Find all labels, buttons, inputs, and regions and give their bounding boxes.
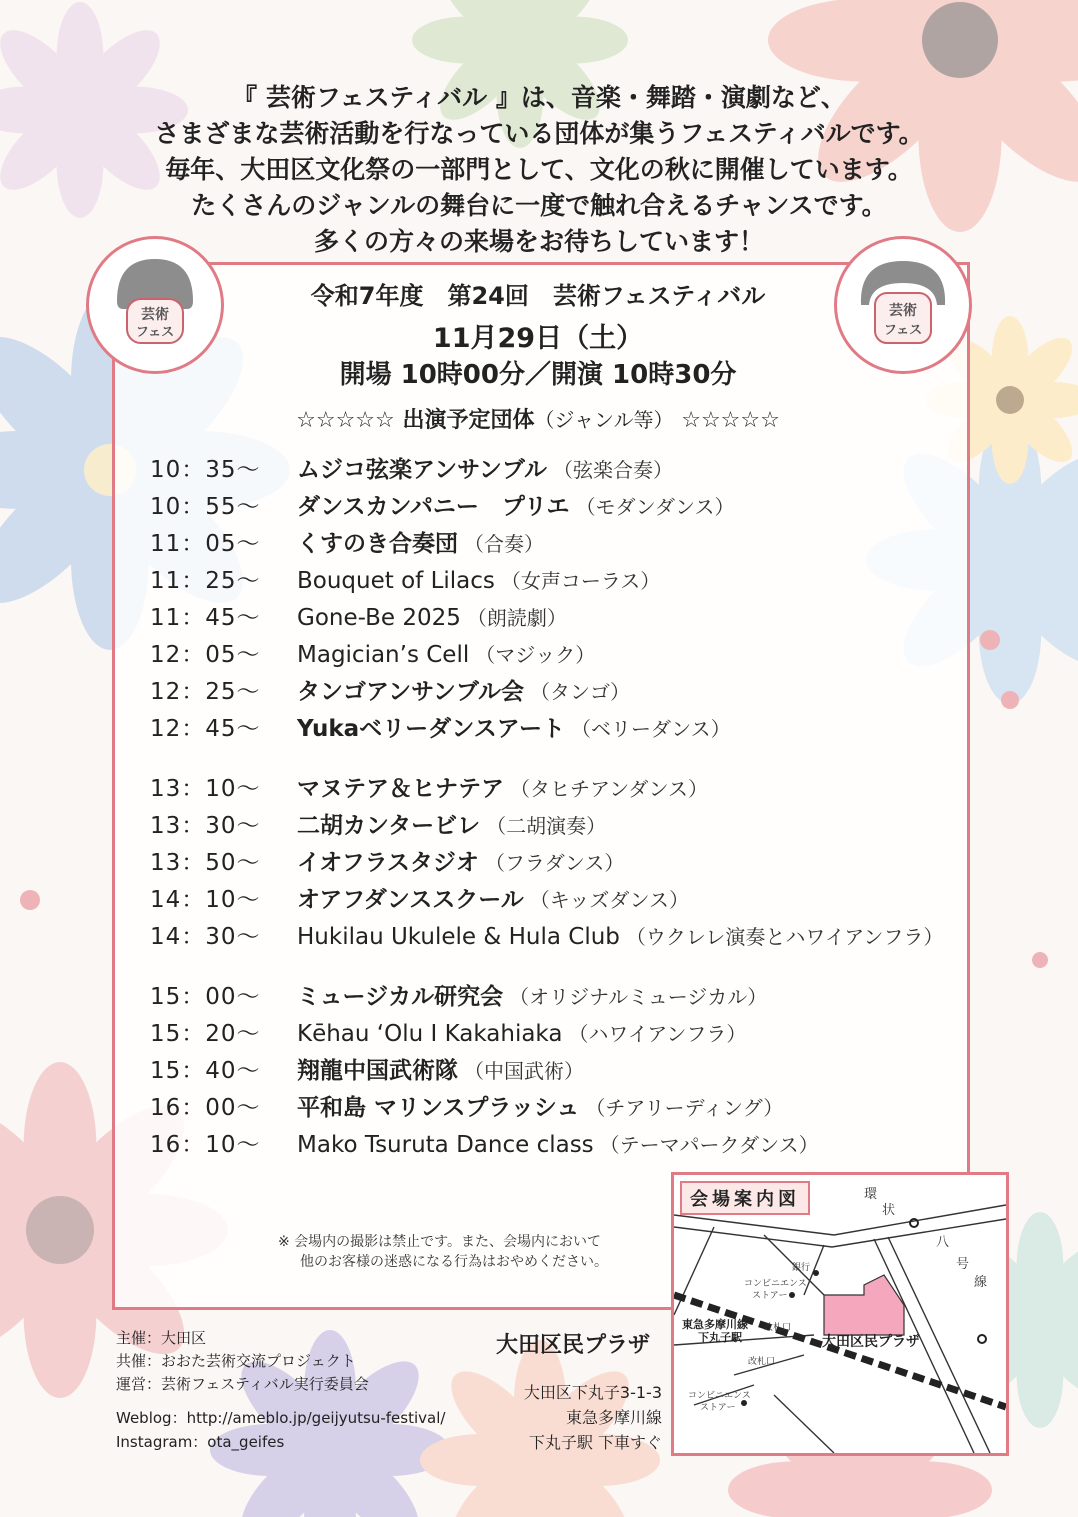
program-row [150,922,970,959]
program-time: 11：45〜 [150,605,261,631]
program-name: 平和島 マリンスプラッシュ [297,1095,580,1121]
stars-left: ☆☆☆☆☆ [296,408,395,433]
performers-heading [112,403,964,434]
program-row [150,1093,970,1130]
map-gate-label: 改札口 [764,1323,792,1333]
program-name: Bouquet of Lilacs [297,568,495,594]
program-list [150,455,970,1167]
map-plaza-label: 大田区民プラザ [822,1334,920,1350]
map-road-label: 状 [882,1203,896,1218]
program-genre: （朗読劇） [466,606,567,630]
program-row [150,566,970,603]
program-row [150,885,970,922]
program-genre: （チアリーディング） [585,1096,784,1120]
program-time: 13：50〜 [150,850,261,876]
weblog-link[interactable]: Weblog：http://ameblo.jp/geijyutsu-festival/ [116,1409,446,1427]
intro-line: さまざまな芸術活動を行なっている団体が集うフェスティバルです。 [154,119,924,148]
program-genre: （合奏） [464,532,544,556]
program-name: ミュージカル研究会 [297,984,504,1010]
program-time: 11：25〜 [150,568,261,594]
venue-name: 大田区民プラザ [496,1333,651,1358]
photography-notice [278,1232,608,1272]
event-date: 11月29日（土） [432,323,644,354]
program-time: 15：20〜 [150,1021,261,1047]
event-title: 令和7年度 第24回 芸術フェスティバル [310,282,766,310]
notice-line: ※ 会場内の撮影は禁止です。また、会場内において [278,1234,602,1250]
venue-address [490,1380,662,1455]
program-row [150,811,970,848]
badge-text: 芸術 [141,307,169,323]
program-time: 14：30〜 [150,924,261,950]
notice-line: 他のお客様の迷惑になる行為はおやめください。 [300,1254,608,1270]
program-name: Kēhau ‘Olu I Kakahiaka [297,1021,563,1047]
program-name: オアフダンススクール [297,887,524,913]
program-genre: （テーマパークダンス） [599,1133,819,1157]
venue-map [671,1172,1009,1456]
program-genre: （フラダンス） [484,851,625,875]
map-station-label: 下丸子駅 [698,1331,742,1344]
program-name: Gone-Be 2025 [297,605,461,631]
map-road-label: 八 [936,1235,950,1250]
performers-heading-text: 出演予定団体 [402,408,535,433]
program-time: 15：40〜 [150,1058,261,1084]
program-row [150,529,970,566]
program-time: 13：10〜 [150,776,261,802]
organizer-cohost: 共催：おおた芸術交流プロジェクト [116,1352,356,1370]
program-genre: （タンゴ） [530,680,631,704]
map-convenience-label: コンビニエンス [744,1279,807,1289]
map-convenience-label: コンビニエンス [688,1391,751,1401]
program-gap [150,959,970,982]
map-road-label: 号 [956,1257,970,1272]
program-name: 二胡カンタービレ [297,813,481,839]
program-row [150,848,970,885]
badge-text: フェス [135,325,175,340]
program-name: ダンスカンパニー プリエ [297,494,570,520]
program-genre: （モダンダンス） [575,495,735,519]
program-genre: （ベリーダンス） [571,717,731,741]
program-name: マヌテア＆ヒナテア [297,776,504,802]
intro-text [0,80,1078,260]
venue-access: 下丸子駅 下車すぐ [528,1433,662,1452]
stars-right: ☆☆☆☆☆ [681,408,780,433]
program-genre: （二胡演奏） [486,814,607,838]
program-name: タンゴアンサンブル会 [297,679,525,705]
map-convenience-label: ストアー [700,1403,736,1413]
event-times: 開場 10時00分／開演 10時30分 [339,360,737,390]
program-genre: （マジック） [475,643,596,667]
program-name: 翔龍中国武術隊 [297,1058,458,1084]
performers-heading-genre: （ジャンル等） [534,408,674,432]
program-time: 13：30〜 [150,813,261,839]
program-time: 16：00〜 [150,1095,261,1121]
program-name: Hukilau Ukulele & Hula Club [297,924,620,950]
intro-line: 多くの方々の来場をお待ちしています！ [313,227,764,256]
program-row [150,1056,970,1093]
program-row [150,714,970,751]
program-name: Magician’s Cell [297,642,470,668]
program-row [150,982,970,1019]
program-time: 11：05〜 [150,531,261,557]
program-row [150,492,970,529]
program-row [150,774,970,811]
badge-text: フェス [883,323,923,338]
program-gap [150,751,970,774]
program-genre: （キッズダンス） [529,888,689,912]
venue-line: 東急多摩川線 [565,1408,662,1427]
program-time: 12：45〜 [150,716,261,742]
program-row [150,640,970,677]
program-time: 14：10〜 [150,887,261,913]
program-row [150,603,970,640]
program-genre: （ウクレレ演奏とハワイアンフラ） [625,925,944,949]
links [116,1406,445,1454]
program-genre: （女声コーラス） [500,569,661,593]
intro-line: たくさんのジャンルの舞台に一度で触れ合えるチャンスです。 [191,191,887,220]
map-bank-label: 銀行 [792,1263,811,1273]
program-name: Mako Tsuruta Dance class [297,1132,594,1158]
program-row [150,677,970,714]
venue-address-line: 大田区下丸子3-1-3 [523,1383,662,1402]
program-genre: （中国武術） [464,1059,584,1083]
map-gate-label: 改札口 [748,1357,776,1367]
map-convenience-label: ストアー [752,1291,788,1301]
program-row [150,1019,970,1056]
program-name: ムジコ弦楽アンサンブル [297,457,548,483]
map-station-label: 東急多摩川線 [682,1318,748,1331]
program-name: Yukaベリーダンスアート [297,716,566,742]
organizer-host: 主催：大田区 [116,1329,207,1347]
badge-text: 芸術 [889,303,917,319]
program-time: 10：55〜 [150,494,261,520]
program-time: 12：05〜 [150,642,261,668]
program-genre: （ハワイアンフラ） [568,1022,747,1046]
map-road-label: 環 [864,1187,878,1202]
program-name: イオフラスタジオ [297,850,479,876]
program-time: 10：35〜 [150,457,261,483]
map-road-label: 線 [974,1275,988,1290]
instagram-handle[interactable]: Instagram：ota_geifes [116,1433,285,1451]
program-time: 12：25〜 [150,679,261,705]
program-row [150,455,970,492]
program-genre: （弦楽合奏） [553,458,674,482]
program-genre: （オリジナルミュージカル） [509,985,768,1009]
map-title: 会場案内図 [680,1181,810,1215]
program-time: 16：10〜 [150,1132,261,1158]
organizers [116,1327,369,1396]
program-genre: （タヒチアンダンス） [510,777,708,801]
organizer-operator: 運営：芸術フェスティバル実行委員会 [116,1375,369,1393]
intro-line: 毎年、大田区文化祭の一部門として、文化の秋に開催しています。 [165,155,913,184]
intro-line: 『 芸術フェスティバル 』は、音楽・舞踏・演劇など、 [232,83,846,112]
program-name: くすのき合奏団 [297,531,458,557]
program-row [150,1130,970,1167]
program-time: 15：00〜 [150,984,261,1010]
